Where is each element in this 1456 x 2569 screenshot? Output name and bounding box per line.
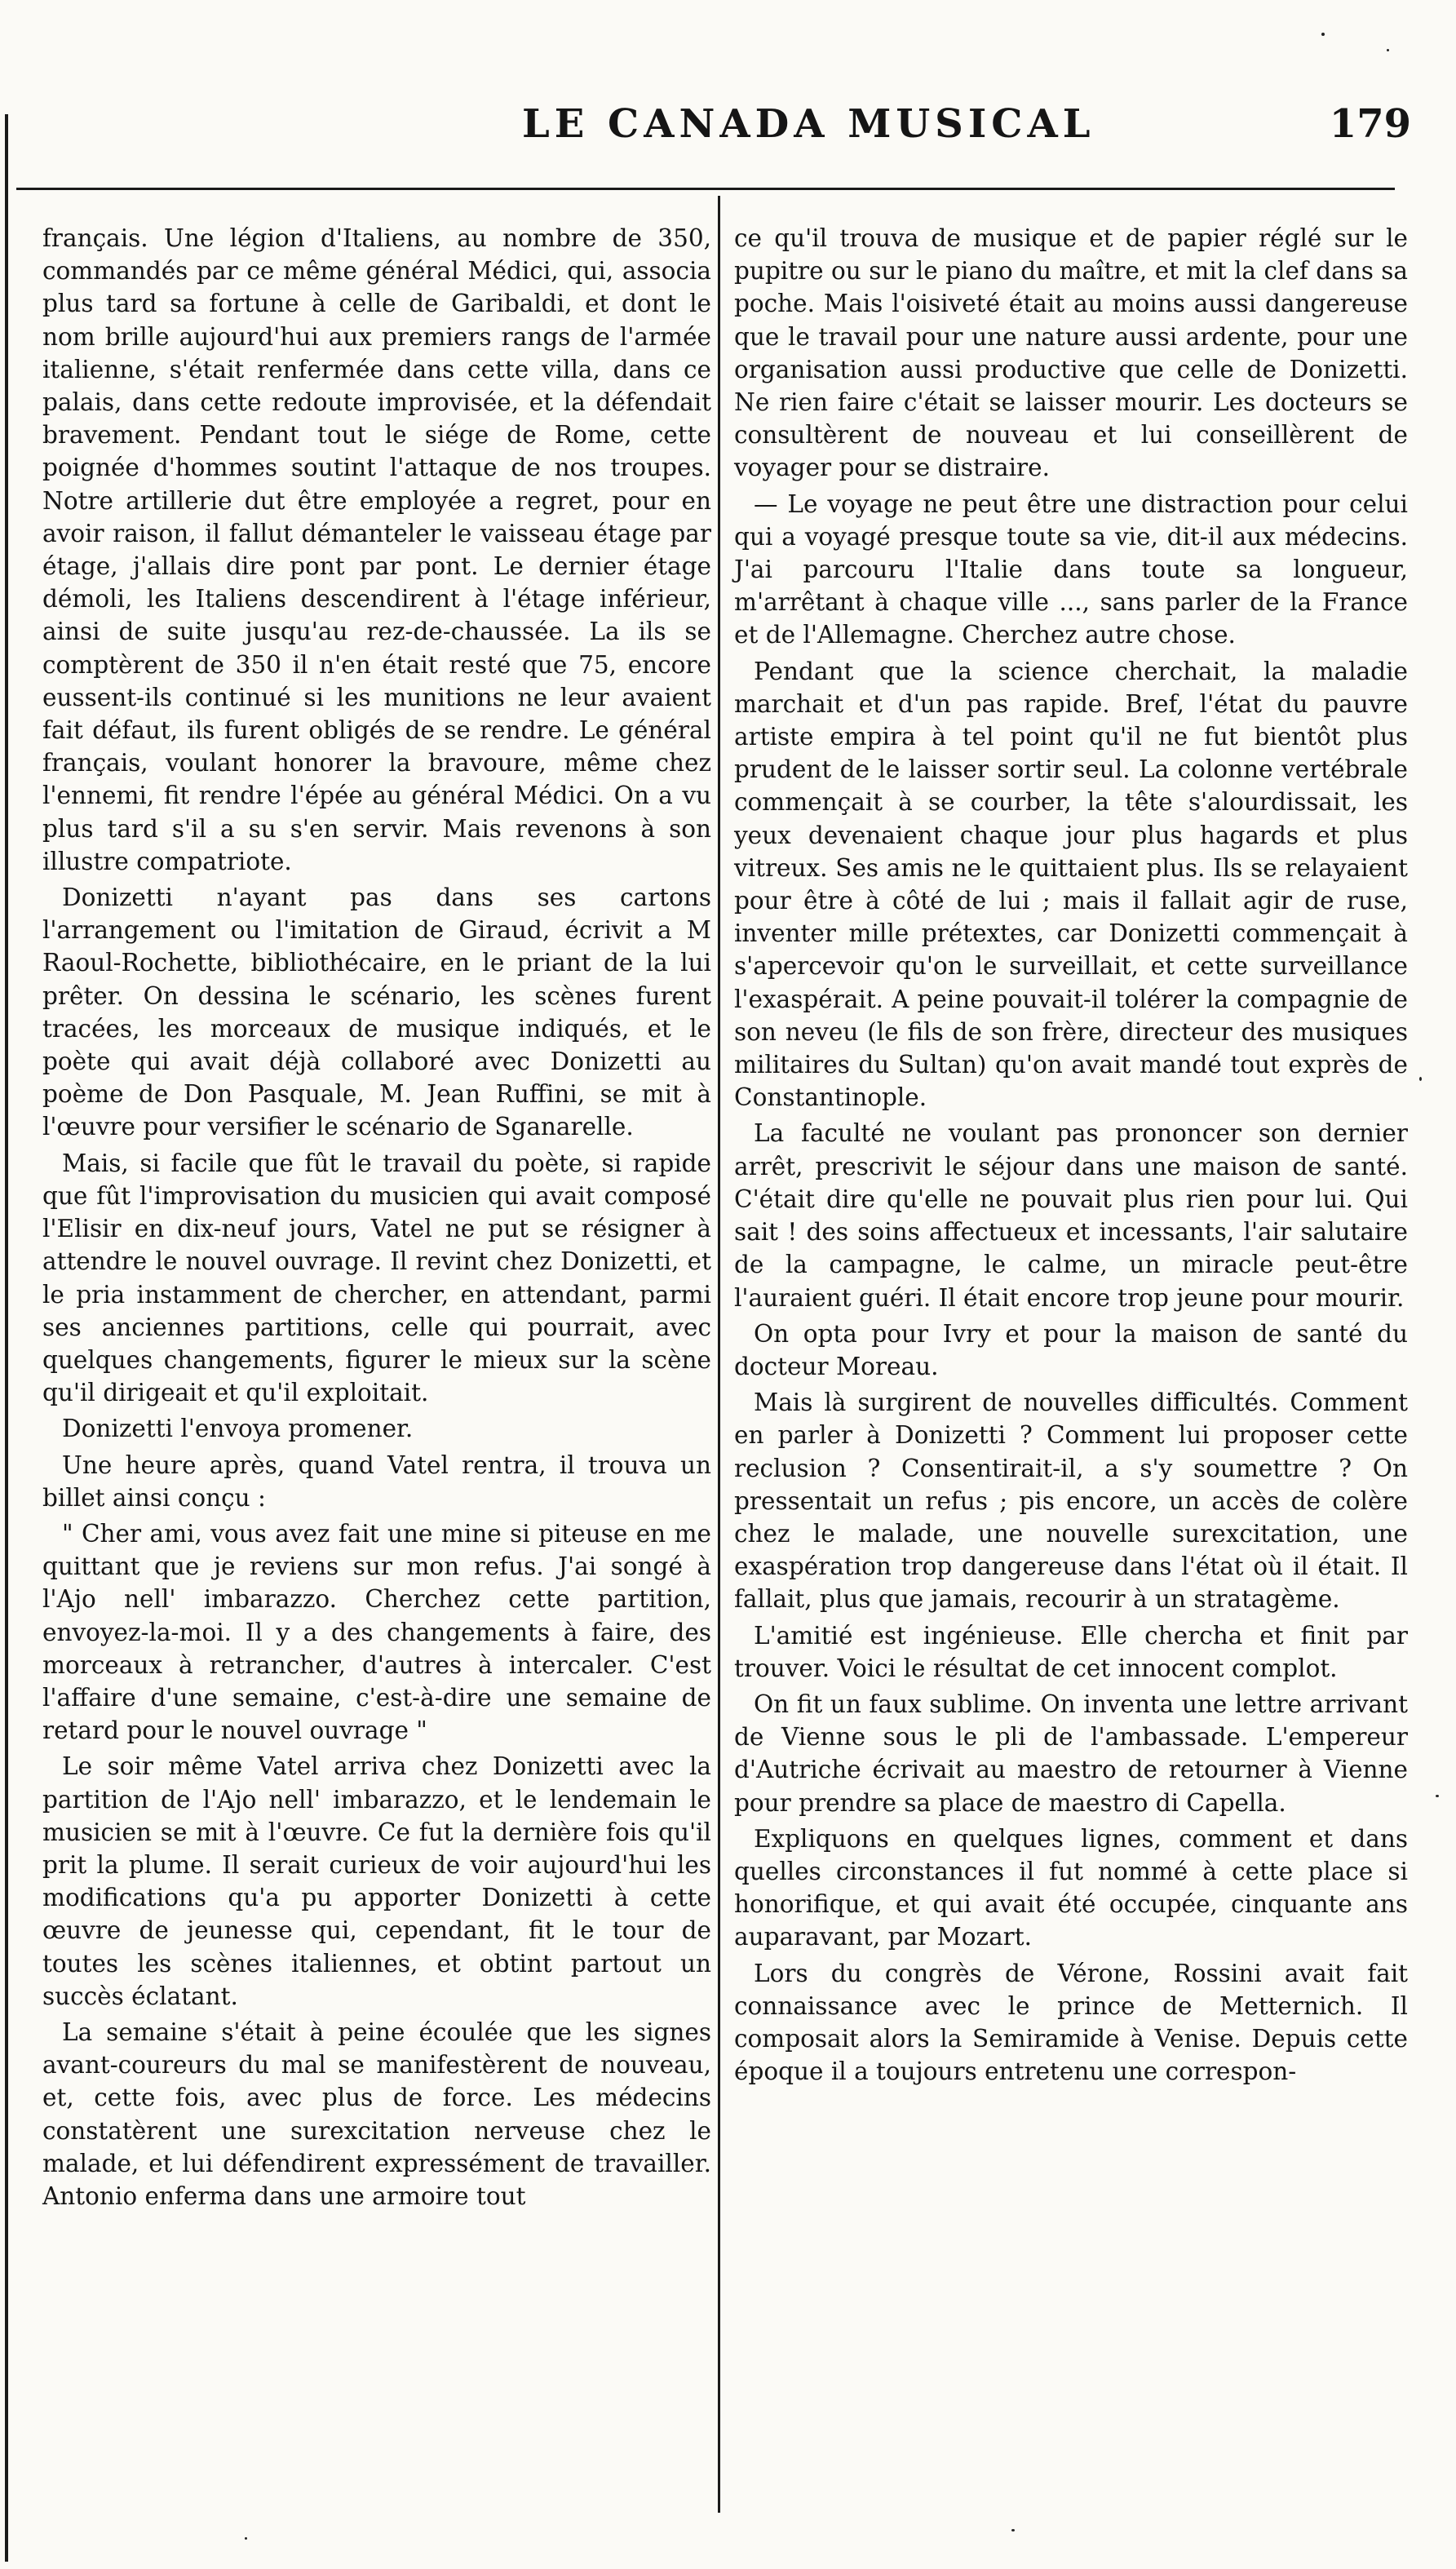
paragraph: Pendant que la science cherchait, la maladie marchait et d'un pas rapide. Bref, l'état du pauvre artiste empira à tel point qu'il ne fut bientôt plus prudent de le laisser sortir seul. La colonne vertébrale commençait à se courber, la tête s'alourdissait, les yeux devenaient chaque jour plus hagards et plus vitreux. Ses amis ne le quittaient plus. Ils se relayaient pour être à côté de lui ; mais il fallait agir de ruse, inventer mille prétextes, car Donizetti commençait à s'apercevoir qu'on le surveillait, et cette surveillance l'exaspérait. A peine pouvait-il tolérer la compagnie de son neveu (le fils de son frère, directeur des musiques militaires du Sultan) qu'on avait mandé tout exprès de Constantinople. xyxy=(734,657,1408,1112)
right-column xyxy=(734,222,1408,2547)
paragraph: Expliquons en quelques lignes, comment et dans quelles circonstances il fut nommé à cette place si honorifique, et qui avait été occupée, cinquante ans auparavant, par Mozart. xyxy=(734,1824,1408,1951)
left-column xyxy=(42,222,711,2547)
left-margin-binding xyxy=(5,114,8,2562)
print-speck xyxy=(1011,2529,1015,2531)
paragraph: " Cher ami, vous avez fait une mine si piteuse en me quittant que je reviens sur mon refus. J'ai songé à l'Ajo nell' imbarazzo. Cherchez cette partition, envoyez-la-moi. Il y a des changements à faire, des morceaux à retrancher, d'autres à intercaler. C'est l'affaire d'une semaine, c'est-à-dire une semaine de retard pour le nouvel ouvrage " xyxy=(42,1519,711,1745)
paragraph: Donizetti n'ayant pas dans ses cartons l'arrangement ou l'imitation de Giraud, écrivit a M Raoul-Rochette, bibliothécaire, en le priant de la lui prêter. On dessina le scénario, les scènes furent tracées, les morceaux de musique indiqués, et le poète qui avait déjà collaboré avec Donizetti au poème de Don Pasquale, M. Jean Ruffini, se mit à l'œuvre pour versifier le scénario de Sganarelle. xyxy=(42,884,711,1141)
paragraph: Mais là surgirent de nouvelles difficultés. Comment en parler à Donizetti ? Comment lui proposer cette reclusion ? Consentirait-il, a s'y soumettre ? On pressentait un refus ; pis encore, un accès de colère chez le malade, une nouvelle surexcitation, une exaspération trop dangereuse dans l'état où il était. Il fallait, plus que jamais, recourir à un stratagème. xyxy=(734,1389,1408,1614)
paragraph: La faculté ne voulant pas prononcer son dernier arrêt, prescrivit le séjour dans une maison de santé. C'était dire qu'elle ne pouvait plus rien pour lui. Qui sait ! des soins affectueux et incessants, l'air salutaire de la campagne, le calme, un miracle peut-être l'auraient guéri. Il était encore trop jeune pour mourir. xyxy=(734,1119,1408,1312)
journal-title: LE CANADA MUSICAL xyxy=(522,101,1095,147)
paragraph: Une heure après, quand Vatel rentra, il trouva un billet ainsi conçu : xyxy=(42,1451,711,1512)
column-divider xyxy=(718,196,720,2513)
print-speck xyxy=(1387,49,1389,51)
page-number: 179 xyxy=(1329,101,1411,147)
paragraph: Mais, si facile que fût le travail du poète, si rapide que fût l'improvisation du musicien qui avait composé l'Elisir en dix-neuf jours, Vatel ne put se résigner à attendre le nouvel ouvrage. Il revint chez Donizetti, et le pria instamment de chercher, en attendant, parmi ses anciennes partitions, celle qui pourrait, avec quelques changements, figurer le mieux sur la scène qu'il dirigeait et qu'il exploitait. xyxy=(42,1149,711,1407)
paragraph: L'amitié est ingénieuse. Elle chercha et finit par trouver. Voici le résultat de cet innocent complot. xyxy=(734,1621,1408,1682)
page-header xyxy=(33,96,1411,162)
header-rule xyxy=(16,188,1395,190)
paragraph: On fit un faux sublime. On inventa une lettre arrivant de Vienne sous le pli de l'ambassade. L'empereur d'Autriche écrivait au maestro de retourner à Vienne pour prendre sa place de maestro di Capella. xyxy=(734,1690,1408,1817)
paragraph: Lors du congrès de Vérone, Rossini avait fait connaissance avec le prince de Metternich. Il composait alors la Semiramide à Venise. Depuis cette époque il a toujours entretenu une correspon- xyxy=(734,1959,1408,2086)
paragraph: Donizetti l'envoya promener. xyxy=(62,1415,414,1443)
paragraph: Le soir même Vatel arriva chez Donizetti avec la partition de l'Ajo nell' imbarazzo, et le lendemain le musicien se mit à l'œuvre. Ce fut la dernière fois qu'il prit la plume. Il serait curieux de voir aujourd'hui les modifications qu'a pu apporter Donizetti à cette œuvre de jeunesse qui, cependant, fit le tour de toutes les scènes italiennes, et obtint partout un succès éclatant. xyxy=(42,1752,711,2010)
print-speck xyxy=(245,2537,247,2540)
paragraph: On opta pour Ivry et pour la maison de santé du docteur Moreau. xyxy=(734,1319,1408,1380)
paragraph: — Le voyage ne peut être une distraction pour celui qui a voyagé presque toute sa vie, dit-il aux médecins. J'ai parcouru l'Italie dans toute sa longueur, m'arrêtant à chaque ville ..., sans parler de la France et de l'Allemagne. Cherchez autre chose. xyxy=(734,489,1408,649)
print-speck xyxy=(1321,33,1325,36)
paragraph: ce qu'il trouva de musique et de papier réglé sur le pupitre ou sur le piano du maître, et mit la clef dans sa poche. Mais l'oisiveté était au moins aussi dangereuse que le travail pour une nature aussi ardente, pour une organisation aussi productive que celle de Donizetti. Ne rien faire c'était se laisser mourir. Les docteurs se consultèrent de nouveau et lui conseillèrent de voyager pour se distraire. xyxy=(734,224,1408,482)
print-speck xyxy=(1436,1795,1439,1797)
paragraph: français. Une légion d'Italiens, au nombre de 350, commandés par ce même général Médici, qui, associa plus tard sa fortune à celle de Garibaldi, et dont le nom brille aujourd'hui aux premiers rangs de l'armée italienne, s'était renfermée dans cette villa, dans ce palais, dans cette redoute improvisée, et la défendait bravement. Pendant tout le siége de Rome, cette poignée d'hommes soutint l'attaque de nos troupes. Notre artillerie dut être employée a regret, pour en avoir raison, il fallut démanteler le vaisseau étage par étage, j'allais dire pont par pont. Le dernier étage démoli, les Italiens descendirent à l'étage inférieur, ainsi de suite jusqu'au rez-de-chaussée. La ils se comptèrent de 350 il n'en était resté que 75, encore eussent-ils continué si les munitions ne leur avaient fait défaut, ils furent obligés de se rendre. Le général français, voulant honorer la bravoure, même chez l'ennemi, fit rendre l'épée au général Médici. On a vu plus tard s'il a su s'en servir. Mais revenons à son illustre compatriote. xyxy=(42,224,711,875)
print-speck xyxy=(1419,1077,1422,1081)
paragraph: La semaine s'était à peine écoulée que les signes avant-coureurs du mal se manifestèrent de nouveau, et, cette fois, avec plus de force. Les médecins constatèrent une surexcitation nerveuse chez le malade, et lui défendirent expressément de travailler. Antonio enferma dans une armoire tout xyxy=(42,2018,711,2210)
